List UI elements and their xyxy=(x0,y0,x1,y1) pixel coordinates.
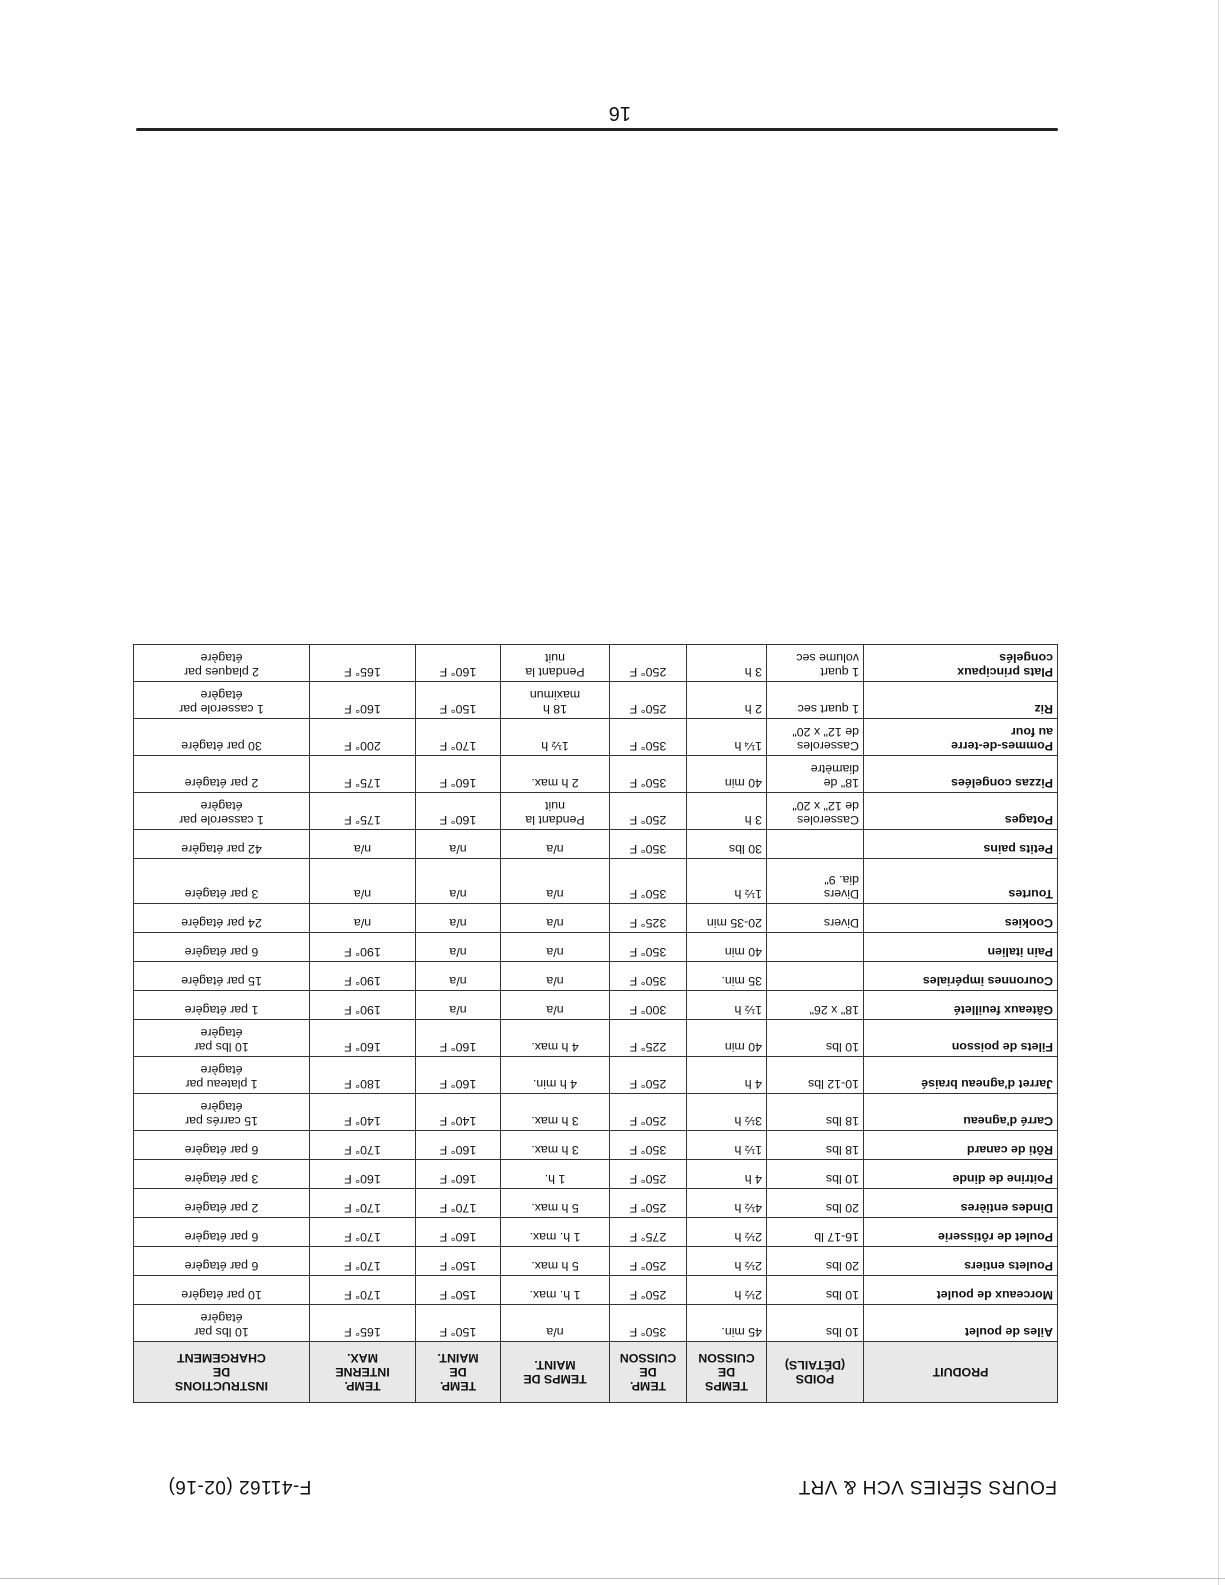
weight-cell xyxy=(767,830,864,859)
cook-time-cell: 3 h xyxy=(687,645,767,682)
hold-temp-cell: 160° F xyxy=(416,793,501,830)
product-cell: Jarret d'agneau braisé xyxy=(864,1057,1058,1094)
internal-temp-cell: 190° F xyxy=(310,962,416,991)
product-cell: Poitrine de dinde xyxy=(864,1160,1058,1189)
hold-temp-cell: 150° F xyxy=(416,1247,501,1276)
hold-time-cell: Pendant la nuit xyxy=(501,793,610,830)
loading-cell: 15 carrés par étagère xyxy=(134,1094,310,1131)
cook-time-cell: 2½ h xyxy=(687,1276,767,1305)
column-header-temps-maint: TEMPS DE MAINT. xyxy=(501,1342,610,1403)
cook-time-cell: 1½ h xyxy=(687,859,767,904)
product-cell: Filets de poisson xyxy=(864,1020,1058,1057)
loading-cell: 2 par étagère xyxy=(134,1189,310,1218)
table-row xyxy=(134,1057,1058,1094)
hold-temp-cell: 170° F xyxy=(416,1189,501,1218)
weight-cell xyxy=(767,933,864,962)
cook-time-cell: 4½ h xyxy=(687,1189,767,1218)
loading-cell: 10 lbs par étagère xyxy=(134,1020,310,1057)
hold-temp-cell: n/a xyxy=(416,904,501,933)
internal-temp-cell: 160° F xyxy=(310,1020,416,1057)
column-header-instructions: INSTRUCTIONS DE CHARGEMENT xyxy=(134,1342,310,1403)
hold-time-cell: n/a xyxy=(501,962,610,991)
table-row xyxy=(134,682,1058,719)
hold-time-cell: 1½ h xyxy=(501,719,610,756)
weight-cell: 20 lbs xyxy=(767,1247,864,1276)
cook-temp-cell: 225° F xyxy=(610,1020,687,1057)
hold-time-cell: 3 h max. xyxy=(501,1094,610,1131)
cook-temp-cell: 250° F xyxy=(610,1276,687,1305)
hold-time-cell: 2 h max. xyxy=(501,756,610,793)
hold-time-cell: n/a xyxy=(501,904,610,933)
loading-cell: 15 par étagère xyxy=(134,962,310,991)
product-cell: Ailes de poulet xyxy=(864,1305,1058,1342)
cook-time-cell: 1½ h xyxy=(687,991,767,1020)
hold-temp-cell: 170° F xyxy=(416,719,501,756)
loading-cell: 10 par étagère xyxy=(134,1276,310,1305)
internal-temp-cell: 170° F xyxy=(310,1218,416,1247)
table-row xyxy=(134,1247,1058,1276)
page-number: 16 xyxy=(608,102,631,124)
page-edge-line xyxy=(1218,0,1219,1585)
table-row xyxy=(134,719,1058,756)
hold-temp-cell: n/a xyxy=(416,859,501,904)
internal-temp-cell: 190° F xyxy=(310,933,416,962)
internal-temp-cell: 165° F xyxy=(310,1305,416,1342)
cook-time-cell: 40 min xyxy=(687,756,767,793)
weight-cell: 10 lbs xyxy=(767,1020,864,1057)
table-row xyxy=(134,645,1058,682)
internal-temp-cell: n/a xyxy=(310,859,416,904)
loading-cell: 6 par étagère xyxy=(134,933,310,962)
hold-time-cell: Pendant la nuit xyxy=(501,645,610,682)
hold-temp-cell: 160° F xyxy=(416,1218,501,1247)
weight-cell: 16-17 lb xyxy=(767,1218,864,1247)
hold-time-cell: n/a xyxy=(501,933,610,962)
table-row xyxy=(134,859,1058,904)
table-row xyxy=(134,991,1058,1020)
hold-temp-cell: 160° F xyxy=(416,1160,501,1189)
column-header-temp-cuisson: TEMP. DE CUISSON xyxy=(610,1342,687,1403)
cook-time-cell: 1¼ h xyxy=(687,719,767,756)
document-series-title: FOURS SÉRIES VCH & VRT xyxy=(798,1476,1057,1497)
weight-cell: 20 lbs xyxy=(767,1189,864,1218)
weight-cell: Casseroles de 12" x 20" xyxy=(767,719,864,756)
internal-temp-cell: 175° F xyxy=(310,756,416,793)
column-header-temp-maint: TEMP. DE MAINT. xyxy=(416,1342,501,1403)
weight-cell: 1 quart volume sec xyxy=(767,645,864,682)
hold-temp-cell: 160° F xyxy=(416,1131,501,1160)
product-cell: Pommes-de-terre au four xyxy=(864,719,1058,756)
loading-cell: 1 par étagère xyxy=(134,991,310,1020)
loading-cell: 1 casserole par étagère xyxy=(134,682,310,719)
cook-temp-cell: 250° F xyxy=(610,682,687,719)
hold-time-cell: n/a xyxy=(501,1305,610,1342)
table-row xyxy=(134,933,1058,962)
cook-temp-cell: 350° F xyxy=(610,933,687,962)
weight-cell: 10-12 lbs xyxy=(767,1057,864,1094)
cook-temp-cell: 250° F xyxy=(610,1057,687,1094)
cook-time-cell: 3½ h xyxy=(687,1094,767,1131)
table-row xyxy=(134,904,1058,933)
cook-time-cell: 2½ h xyxy=(687,1247,767,1276)
cook-temp-cell: 350° F xyxy=(610,756,687,793)
cook-time-cell: 1½ h xyxy=(687,1131,767,1160)
hold-temp-cell: 160° F xyxy=(416,645,501,682)
hold-time-cell: 3 h max. xyxy=(501,1131,610,1160)
cook-temp-cell: 250° F xyxy=(610,645,687,682)
loading-cell: 10 lbs par étagère xyxy=(134,1305,310,1342)
internal-temp-cell: 170° F xyxy=(310,1189,416,1218)
cook-temp-cell: 250° F xyxy=(610,1247,687,1276)
loading-cell: 1 plateau par étagère xyxy=(134,1057,310,1094)
table-row xyxy=(134,1020,1058,1057)
weight-cell: 10 lbs xyxy=(767,1276,864,1305)
cook-temp-cell: 250° F xyxy=(610,793,687,830)
product-cell: Petits pains xyxy=(864,830,1058,859)
cook-temp-cell: 350° F xyxy=(610,830,687,859)
cooking-chart-table xyxy=(133,644,1058,1403)
loading-cell: 2 plaques par étagère xyxy=(134,645,310,682)
table-row xyxy=(134,1189,1058,1218)
hold-temp-cell: n/a xyxy=(416,991,501,1020)
table-row xyxy=(134,830,1058,859)
weight-cell xyxy=(767,962,864,991)
weight-cell: 18 lbs xyxy=(767,1131,864,1160)
product-cell: Morceaux de poulet xyxy=(864,1276,1058,1305)
hold-temp-cell: 160° F xyxy=(416,1020,501,1057)
hold-temp-cell: 160° F xyxy=(416,756,501,793)
loading-cell: 30 par étagère xyxy=(134,719,310,756)
internal-temp-cell: 170° F xyxy=(310,1131,416,1160)
table-row xyxy=(134,1305,1058,1342)
hold-time-cell: 1 h. xyxy=(501,1160,610,1189)
internal-temp-cell: 180° F xyxy=(310,1057,416,1094)
column-header-temp-interne: TEMP. INTERNE MAX. xyxy=(310,1342,416,1403)
cook-temp-cell: 350° F xyxy=(610,962,687,991)
loading-cell: 1 casserole par étagère xyxy=(134,793,310,830)
weight-cell: 18" de diamètre xyxy=(767,756,864,793)
cook-time-cell: 35 min. xyxy=(687,962,767,991)
cook-temp-cell: 250° F xyxy=(610,1094,687,1131)
table-row xyxy=(134,1131,1058,1160)
loading-cell: 42 par étagère xyxy=(134,830,310,859)
hold-time-cell: 18 h maximun xyxy=(501,682,610,719)
weight-cell: 10 lbs xyxy=(767,1160,864,1189)
loading-cell: 3 par étagère xyxy=(134,1160,310,1189)
column-header-produit: PRODUIT xyxy=(864,1342,1058,1403)
table-row xyxy=(134,1276,1058,1305)
table-row xyxy=(134,793,1058,830)
cook-time-cell: 40 min xyxy=(687,1020,767,1057)
weight-cell: 1 quart sec xyxy=(767,682,864,719)
cook-time-cell: 3 h xyxy=(687,793,767,830)
loading-cell: 6 par étagère xyxy=(134,1247,310,1276)
cook-time-cell: 40 min xyxy=(687,933,767,962)
internal-temp-cell: 170° F xyxy=(310,1247,416,1276)
internal-temp-cell: 160° F xyxy=(310,1160,416,1189)
product-cell: Carré d'agneau xyxy=(864,1094,1058,1131)
hold-temp-cell: n/a xyxy=(416,962,501,991)
internal-temp-cell: 175° F xyxy=(310,793,416,830)
internal-temp-cell: 190° F xyxy=(310,991,416,1020)
cook-temp-cell: 350° F xyxy=(610,859,687,904)
weight-cell: Divers xyxy=(767,904,864,933)
table-header-row xyxy=(134,1342,1058,1403)
cook-temp-cell: 300° F xyxy=(610,991,687,1020)
product-cell: Potages xyxy=(864,793,1058,830)
cook-time-cell: 2½ h xyxy=(687,1218,767,1247)
hold-time-cell: 1 h. max. xyxy=(501,1218,610,1247)
cook-time-cell: 4 h xyxy=(687,1160,767,1189)
cook-time-cell: 2 h xyxy=(687,682,767,719)
hold-temp-cell: 150° F xyxy=(416,1276,501,1305)
table-row xyxy=(134,1094,1058,1131)
internal-temp-cell: 140° F xyxy=(310,1094,416,1131)
product-cell: Riz xyxy=(864,682,1058,719)
hold-time-cell: n/a xyxy=(501,991,610,1020)
weight-cell: Casseroles de 12" x 20" xyxy=(767,793,864,830)
weight-cell: 18 lbs xyxy=(767,1094,864,1131)
hold-time-cell: n/a xyxy=(501,859,610,904)
loading-cell: 3 par étagère xyxy=(134,859,310,904)
cook-temp-cell: 350° F xyxy=(610,1305,687,1342)
column-header-poids: POIDS (DÉTAILS) xyxy=(767,1342,864,1403)
table-row xyxy=(134,1160,1058,1189)
hold-temp-cell: 160° F xyxy=(416,1057,501,1094)
cook-time-cell: 30 lbs xyxy=(687,830,767,859)
internal-temp-cell: n/a xyxy=(310,904,416,933)
hold-time-cell: n/a xyxy=(501,830,610,859)
hold-time-cell: 1 h. max. xyxy=(501,1276,610,1305)
hold-temp-cell: n/a xyxy=(416,933,501,962)
weight-cell: 18" x 26" xyxy=(767,991,864,1020)
cook-time-cell: 4 h xyxy=(687,1057,767,1094)
cook-temp-cell: 325° F xyxy=(610,904,687,933)
internal-temp-cell: 165° F xyxy=(310,645,416,682)
hold-time-cell: 5 h max. xyxy=(501,1189,610,1218)
cook-temp-cell: 350° F xyxy=(610,1131,687,1160)
hold-temp-cell: n/a xyxy=(416,830,501,859)
cook-time-cell: 20-35 min xyxy=(687,904,767,933)
cook-temp-cell: 275° F xyxy=(610,1218,687,1247)
product-cell: Couronnes impériales xyxy=(864,962,1058,991)
table-row xyxy=(134,962,1058,991)
cook-temp-cell: 250° F xyxy=(610,1189,687,1218)
product-cell: Rôti de canard xyxy=(864,1131,1058,1160)
cook-temp-cell: 350° F xyxy=(610,719,687,756)
hold-time-cell: 5 h max. xyxy=(501,1247,610,1276)
product-cell: Poulets entiers xyxy=(864,1247,1058,1276)
table-row xyxy=(134,756,1058,793)
internal-temp-cell: 160° F xyxy=(310,682,416,719)
cook-time-cell: 45 min. xyxy=(687,1305,767,1342)
product-cell: Gâteaux feuilleté xyxy=(864,991,1058,1020)
hold-time-cell: 4 h min. xyxy=(501,1057,610,1094)
product-cell: Dindes entières xyxy=(864,1189,1058,1218)
product-cell: Pain italien xyxy=(864,933,1058,962)
document-code: F-41162 (02-16) xyxy=(168,1476,312,1497)
hold-temp-cell: 150° F xyxy=(416,1305,501,1342)
loading-cell: 6 par étagère xyxy=(134,1218,310,1247)
weight-cell: Divers dia. 9" xyxy=(767,859,864,904)
product-cell: Poulet de rôtisserie xyxy=(864,1218,1058,1247)
hold-temp-cell: 150° F xyxy=(416,682,501,719)
internal-temp-cell: 200° F xyxy=(310,719,416,756)
product-cell: Plats principaux congelés xyxy=(864,645,1058,682)
loading-cell: 2 par étagère xyxy=(134,756,310,793)
column-header-temps-cuisson: TEMPS DE CUISSON xyxy=(687,1342,767,1403)
internal-temp-cell: n/a xyxy=(310,830,416,859)
page-edge-line xyxy=(0,1578,1225,1579)
table-row xyxy=(134,1218,1058,1247)
internal-temp-cell: 170° F xyxy=(310,1276,416,1305)
table-body xyxy=(134,645,1058,1342)
loading-cell: 6 par étagère xyxy=(134,1131,310,1160)
hold-time-cell: 4 h max. xyxy=(501,1020,610,1057)
cook-temp-cell: 250° F xyxy=(610,1160,687,1189)
product-cell: Pizzas congelées xyxy=(864,756,1058,793)
hold-temp-cell: 140° F xyxy=(416,1094,501,1131)
weight-cell: 10 lbs xyxy=(767,1305,864,1342)
loading-cell: 24 par étagère xyxy=(134,904,310,933)
product-cell: Tourtes xyxy=(864,859,1058,904)
product-cell: Cookies xyxy=(864,904,1058,933)
footer-rule xyxy=(136,128,1058,131)
